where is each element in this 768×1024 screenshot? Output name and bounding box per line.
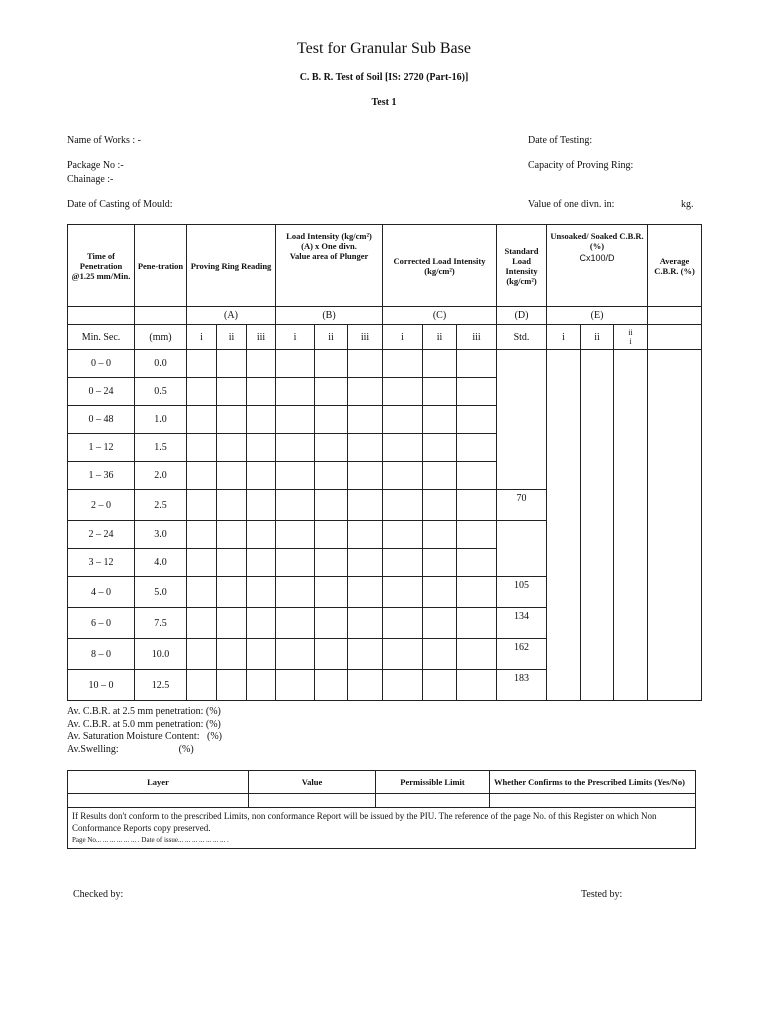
row-entry-cell[interactable]	[187, 490, 217, 521]
row-entry-cell[interactable]	[315, 434, 348, 462]
row-entry-cell[interactable]	[457, 378, 497, 406]
row-penetration: 3.0	[135, 521, 187, 549]
test-number: Test 1	[371, 97, 397, 108]
header-corrected: Corrected Load Intensity (kg/cm²)	[383, 225, 497, 307]
row-penetration: 0.0	[135, 350, 187, 378]
date-casting-field: Date of Casting of Mould:	[67, 199, 173, 210]
row-penetration: 2.0	[135, 462, 187, 490]
row-entry-cell[interactable]	[276, 608, 315, 639]
row-entry-cell[interactable]	[276, 639, 315, 670]
conformance-empty-row	[68, 794, 696, 808]
note-cbr-25: Av. C.B.R. at 2.5 mm penetration: (%)	[67, 706, 221, 717]
row-entry-cell[interactable]	[383, 608, 423, 639]
conformance-header-row	[68, 771, 696, 794]
row-time: 3 – 12	[68, 549, 135, 577]
letter-d: (D)	[497, 307, 547, 325]
row-entry-cell[interactable]	[217, 462, 247, 490]
row-standard-load	[497, 350, 547, 490]
table-header-row	[68, 225, 702, 307]
header-cbr	[547, 225, 648, 307]
header-load-intensity-line1: Load Intensity (kg/cm²)	[286, 231, 372, 241]
row-entry-cell[interactable]	[187, 462, 217, 490]
row-time: 6 – 0	[68, 608, 135, 639]
row-entry-cell[interactable]	[348, 549, 383, 577]
row-entry-cell[interactable]	[383, 378, 423, 406]
row-entry-cell[interactable]	[276, 521, 315, 549]
row-entry-cell[interactable]	[217, 434, 247, 462]
row-entry-cell[interactable]	[247, 462, 276, 490]
row-penetration: 4.0	[135, 549, 187, 577]
row-time: 8 – 0	[68, 639, 135, 670]
letter-a: (A)	[187, 307, 276, 325]
row-entry-cell[interactable]	[247, 490, 276, 521]
row-entry-cell[interactable]	[383, 462, 423, 490]
row-entry-cell[interactable]	[423, 406, 457, 434]
header-average: Average C.B.R. (%)	[648, 225, 702, 307]
row-entry-cell[interactable]	[457, 577, 497, 608]
chainage-field: Chainage :-	[67, 174, 114, 185]
row-penetration: 0.5	[135, 378, 187, 406]
row-entry-cell[interactable]	[247, 434, 276, 462]
row-entry-cell[interactable]	[348, 608, 383, 639]
row-entry-cell[interactable]	[315, 378, 348, 406]
sub-b-ii: ii	[315, 325, 348, 350]
sub-e-iii-top: ii	[628, 328, 633, 337]
row-entry-cell[interactable]	[276, 577, 315, 608]
note-moisture: Av. Saturation Moisture Content: (%)	[67, 731, 222, 742]
row-standard-load: 134	[497, 608, 547, 639]
row-entry-cell[interactable]	[217, 639, 247, 670]
note-cbr-50: Av. C.B.R. at 5.0 mm penetration: (%)	[67, 718, 221, 730]
letter-b: (B)	[276, 307, 383, 325]
row-entry-cell[interactable]	[276, 490, 315, 521]
row-entry-cell[interactable]	[276, 462, 315, 490]
row-entry-cell[interactable]	[457, 490, 497, 521]
row-entry-cell[interactable]	[276, 670, 315, 701]
row-entry-cell[interactable]	[217, 521, 247, 549]
row-cbr-cell[interactable]	[581, 350, 614, 701]
row-entry-cell[interactable]	[187, 639, 217, 670]
row-entry-cell[interactable]	[247, 608, 276, 639]
sub-b-i: i	[276, 325, 315, 350]
row-cbr-cell[interactable]	[614, 350, 648, 701]
row-penetration: 1.5	[135, 434, 187, 462]
conf-confirms-cell[interactable]	[490, 794, 696, 808]
table-row	[68, 350, 702, 378]
row-penetration: 5.0	[135, 577, 187, 608]
header-load-intensity-line2: (A) x One divn.	[301, 241, 357, 251]
header-proving-ring: Proving Ring Reading	[187, 225, 276, 307]
row-entry-cell[interactable]	[187, 608, 217, 639]
row-penetration: 2.5	[135, 490, 187, 521]
row-entry-cell[interactable]	[423, 608, 457, 639]
row-standard-load: 162	[497, 639, 547, 670]
sub-e-iii	[614, 325, 648, 350]
row-entry-cell[interactable]	[457, 434, 497, 462]
row-entry-cell[interactable]	[315, 350, 348, 378]
row-entry-cell[interactable]	[423, 521, 457, 549]
data-rows	[68, 350, 702, 701]
row-entry-cell[interactable]	[315, 549, 348, 577]
row-entry-cell[interactable]	[315, 490, 348, 521]
row-time: 10 – 0	[68, 670, 135, 701]
row-entry-cell[interactable]	[217, 406, 247, 434]
header-cbr-line1: Unsoaked/ Soaked C.B.R. (%)	[550, 231, 644, 251]
row-entry-cell[interactable]	[217, 490, 247, 521]
row-standard-load	[497, 521, 547, 577]
row-entry-cell[interactable]	[187, 670, 217, 701]
row-entry-cell[interactable]	[348, 434, 383, 462]
name-of-works-field: Name of Works : -	[67, 135, 141, 146]
row-time: 2 – 24	[68, 521, 135, 549]
row-entry-cell[interactable]	[217, 670, 247, 701]
row-time: 1 – 12	[68, 434, 135, 462]
capacity-field: Capacity of Proving Ring:	[528, 160, 634, 171]
averages-notes	[67, 706, 222, 756]
row-entry-cell[interactable]	[247, 577, 276, 608]
row-entry-cell[interactable]	[423, 462, 457, 490]
row-entry-cell[interactable]	[217, 378, 247, 406]
page-subtitle: C. B. R. Test of Soil [IS: 2720 (Part-16)]	[299, 72, 469, 83]
row-entry-cell[interactable]	[315, 577, 348, 608]
row-entry-cell[interactable]	[348, 406, 383, 434]
date-of-testing-field: Date of Testing:	[528, 135, 593, 146]
row-entry-cell[interactable]	[315, 462, 348, 490]
row-entry-cell[interactable]	[423, 549, 457, 577]
row-entry-cell[interactable]	[247, 378, 276, 406]
row-entry-cell[interactable]	[348, 378, 383, 406]
row-entry-cell[interactable]	[315, 670, 348, 701]
row-entry-cell[interactable]	[187, 434, 217, 462]
conf-layer-cell[interactable]	[68, 794, 249, 808]
header-standard: Standard Load Intensity (kg/cm²)	[497, 225, 547, 307]
row-entry-cell[interactable]	[348, 670, 383, 701]
conf-value-cell[interactable]	[249, 794, 376, 808]
row-entry-cell[interactable]	[383, 639, 423, 670]
sub-c-iii: iii	[457, 325, 497, 350]
row-entry-cell[interactable]	[276, 378, 315, 406]
row-entry-cell[interactable]	[348, 577, 383, 608]
row-cbr-cell[interactable]	[648, 350, 702, 701]
row-entry-cell[interactable]	[348, 639, 383, 670]
row-standard-load: 70	[497, 490, 547, 521]
sub-c-ii: ii	[423, 325, 457, 350]
header-load-intensity	[276, 225, 383, 307]
sub-a-iii: iii	[247, 325, 276, 350]
row-entry-cell[interactable]	[383, 521, 423, 549]
row-penetration: 10.0	[135, 639, 187, 670]
tested-by: Tested by:	[581, 889, 623, 900]
row-entry-cell[interactable]	[315, 639, 348, 670]
row-entry-cell[interactable]	[247, 639, 276, 670]
row-entry-cell[interactable]	[457, 608, 497, 639]
header-penetration: Pene-tration	[135, 225, 187, 307]
sub-e-iii-bottom: i	[629, 337, 632, 346]
page-no-line: Page No... ... ... ... ... ... . Date of issue... ... ... ... ... ... ... .	[72, 836, 229, 844]
row-entry-cell[interactable]	[457, 350, 497, 378]
row-entry-cell[interactable]	[423, 350, 457, 378]
row-entry-cell[interactable]	[423, 378, 457, 406]
row-time: 4 – 0	[68, 577, 135, 608]
row-entry-cell[interactable]	[457, 639, 497, 670]
row-entry-cell[interactable]	[423, 670, 457, 701]
cbr-table	[67, 224, 702, 701]
row-entry-cell[interactable]	[247, 406, 276, 434]
row-entry-cell[interactable]	[187, 350, 217, 378]
conf-limit-cell[interactable]	[376, 794, 490, 808]
row-time: 2 – 0	[68, 490, 135, 521]
row-standard-load: 105	[497, 577, 547, 608]
row-entry-cell[interactable]	[457, 462, 497, 490]
row-entry-cell[interactable]	[383, 350, 423, 378]
sub-e-i: i	[547, 325, 581, 350]
header-cbr-formula: Cx100/D	[579, 253, 615, 263]
row-entry-cell[interactable]	[276, 434, 315, 462]
row-entry-cell[interactable]	[348, 490, 383, 521]
row-entry-cell[interactable]	[217, 608, 247, 639]
row-entry-cell[interactable]	[276, 350, 315, 378]
sub-e-ii: ii	[581, 325, 614, 350]
row-time: 0 – 48	[68, 406, 135, 434]
conformance-message: If Results don't conform to the prescribed Limits, non conformance Report will be issued by the PIU. The reference of the page No. of this Register on which Non Conformance Reports copy preserved.	[72, 811, 657, 833]
row-time: 1 – 36	[68, 462, 135, 490]
sub-std: Std.	[497, 325, 547, 350]
letter-e: (E)	[547, 307, 648, 325]
subheader-row	[68, 325, 702, 350]
row-entry-cell[interactable]	[247, 670, 276, 701]
note-swelling: Av.Swelling: (%)	[67, 743, 194, 755]
conf-header-confirms: Whether Confirms to the Prescribed Limits (Yes/No)	[490, 771, 696, 794]
row-entry-cell[interactable]	[217, 549, 247, 577]
row-time: 0 – 24	[68, 378, 135, 406]
kg-unit: kg.	[681, 199, 694, 210]
header-time: Time of Penetration @1.25 mm/Min.	[68, 225, 135, 307]
row-entry-cell[interactable]	[187, 577, 217, 608]
row-time: 0 – 0	[68, 350, 135, 378]
value-divn-field: Value of one divn. in:	[528, 199, 615, 210]
row-penetration: 1.0	[135, 406, 187, 434]
conf-header-value: Value	[249, 771, 376, 794]
letter-c: (C)	[383, 307, 497, 325]
row-entry-cell[interactable]	[457, 549, 497, 577]
row-entry-cell[interactable]	[457, 406, 497, 434]
row-entry-cell[interactable]	[457, 521, 497, 549]
row-entry-cell[interactable]	[187, 406, 217, 434]
row-penetration: 7.5	[135, 608, 187, 639]
sub-a-ii: ii	[217, 325, 247, 350]
row-standard-load: 183	[497, 670, 547, 701]
conf-header-limit: Permissible Limit	[376, 771, 490, 794]
row-entry-cell[interactable]	[423, 577, 457, 608]
sub-mm: (mm)	[135, 325, 187, 350]
row-entry-cell[interactable]	[276, 549, 315, 577]
row-entry-cell[interactable]	[187, 549, 217, 577]
row-entry-cell[interactable]	[383, 434, 423, 462]
conf-header-layer: Layer	[68, 771, 249, 794]
sub-b-iii: iii	[348, 325, 383, 350]
checked-by: Checked by:	[73, 889, 124, 900]
row-entry-cell[interactable]	[348, 462, 383, 490]
row-entry-cell[interactable]	[276, 406, 315, 434]
sub-a-i: i	[187, 325, 217, 350]
row-entry-cell[interactable]	[217, 577, 247, 608]
row-entry-cell[interactable]	[315, 406, 348, 434]
sub-min-sec: Min. Sec.	[68, 325, 135, 350]
row-entry-cell[interactable]	[348, 521, 383, 549]
row-entry-cell[interactable]	[383, 406, 423, 434]
row-entry-cell[interactable]	[383, 490, 423, 521]
row-entry-cell[interactable]	[383, 549, 423, 577]
header-load-intensity-line3: Value area of Plunger	[289, 251, 369, 261]
row-cbr-cell[interactable]	[547, 350, 581, 701]
row-entry-cell[interactable]	[423, 639, 457, 670]
conformance-message-row	[68, 808, 696, 849]
column-letter-row	[68, 307, 702, 325]
page-title: Test for Granular Sub Base	[297, 40, 471, 57]
package-no-field: Package No :-	[67, 160, 124, 171]
conformance-table	[67, 770, 696, 849]
row-entry-cell[interactable]	[187, 521, 217, 549]
row-entry-cell[interactable]	[247, 549, 276, 577]
row-entry-cell[interactable]	[457, 670, 497, 701]
row-entry-cell[interactable]	[315, 608, 348, 639]
sub-c-i: i	[383, 325, 423, 350]
row-entry-cell[interactable]	[217, 350, 247, 378]
row-entry-cell[interactable]	[423, 434, 457, 462]
row-entry-cell[interactable]	[187, 378, 217, 406]
row-entry-cell[interactable]	[315, 521, 348, 549]
conformance-message-cell	[68, 808, 696, 849]
row-entry-cell[interactable]	[423, 490, 457, 521]
row-entry-cell[interactable]	[348, 350, 383, 378]
row-entry-cell[interactable]	[383, 577, 423, 608]
row-penetration: 12.5	[135, 670, 187, 701]
row-entry-cell[interactable]	[383, 670, 423, 701]
row-entry-cell[interactable]	[247, 521, 276, 549]
row-entry-cell[interactable]	[247, 350, 276, 378]
